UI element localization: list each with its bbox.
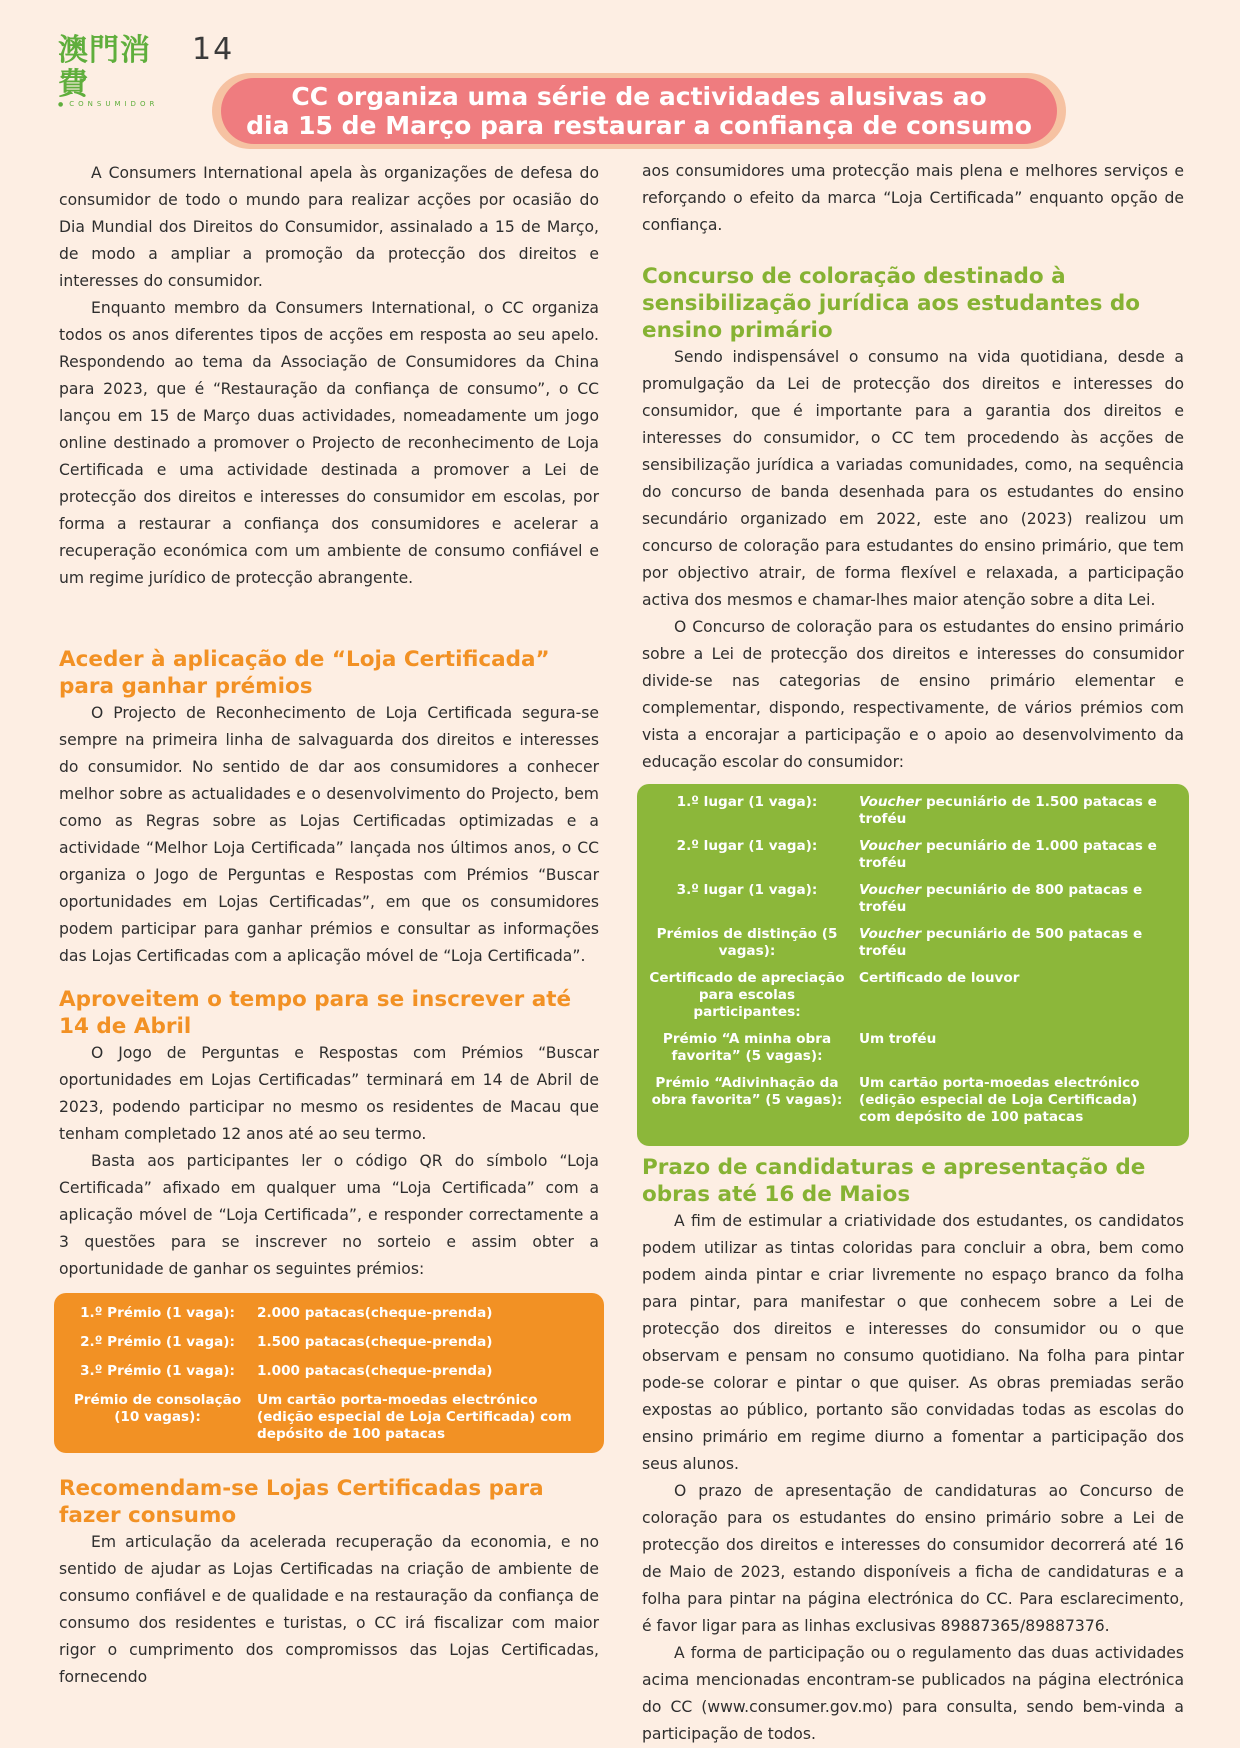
voucher-word: Voucher [859,794,922,810]
section-heading: Aproveitem o tempo para se inscrever até 14 de Abril [59,987,572,1039]
paragraph: O Jogo de Perguntas e Respostas com Prémios “Buscar oportunidades em Lojas Certificadas” terminará em 14 de Abril de 2023, podendo participar no mesmo os residentes de Macau que tenham completado 12 anos até ao seu termo. [59,1044,599,1143]
prize-label: 2.º lugar (1 vaga): [676,838,818,854]
prize-row [647,838,1173,872]
prize-row [647,882,1173,916]
prize-value: Um cartão porta-moedas electrónico (edição especial de Loja Certificada) com depósito de 100 patacas [257,1392,572,1442]
prize-label: 3.º lugar (1 vaga): [676,882,818,898]
prize-row [647,794,1173,828]
prize-label: Prémio “A minha obra favorita” (5 vagas): [662,1031,832,1064]
prize-row [70,1334,588,1351]
prize-label: 3.º Prémio (1 vaga): [80,1363,235,1379]
title-banner [212,73,1066,149]
prize-table-quiz [54,1293,604,1453]
consumidor-logo [58,34,178,108]
prize-row [647,926,1173,960]
prize-value [847,882,1173,916]
paragraph: A fim de estimular a criatividade dos estudantes, os candidatos podem utilizar as tintas coloridas para concluir a obra, bem como podem ainda pintar e criar livremente no espaço branco da folha para pintar, para manifestar o que conhecem sobre a Lei de protecção dos direitos e interesses do consumidor ou o que observam e pensam no consumo quotidiano. Na folha para pintar pode-se colorar e pintar o que quiser. As obras premiadas serão expostas ao público, portanto são convidadas todas as escolas do ensino primário em regime diurno a fomentar a participação dos seus alunos. [642,1212,1184,1473]
prize-label: 2.º Prémio (1 vaga): [80,1334,235,1350]
voucher-word: Voucher [859,838,922,854]
paragraph: O prazo de apresentação de candidaturas ao Concurso de coloração para os estudantes do ensino primário sobre a Lei de protecção dos direitos e interesses do consumidor decorrerá até 16 de Maio de 2023, estando disponíveis a ficha de candidaturas e a folha para pintar na página electrónica do CC. Para esclarecimento, é favor ligar para as linhas exclusivas 89887365/89887376. [642,1482,1184,1635]
prize-row [647,1031,1173,1065]
prize-value: Um troféu [859,1031,937,1047]
paragraph: Em articulação da acelerada recuperação da economia, e no sentido de ajudar as Lojas Certificadas na criação de ambiente de consumo confiável e de qualidade e na restauração da confiança de consumo dos residentes e turistas, o CC irá fiscalizar com maior rigor o cumprimento dos compromissos das Lojas Certificadas, fornecendo [59,1533,599,1686]
section-heading: Concurso de coloração destinado à sensibilização jurídica aos estudantes do ensino primário [642,264,1141,343]
prize-value: 2.000 patacas(cheque-prenda) [257,1305,493,1321]
prize-value [847,794,1173,828]
title-banner-inner [221,78,1057,144]
paragraph: A forma de participação ou o regulamento das duas actividades acima mencionadas encontram-se publicados na página electrónica do CC (www.consumer.gov.mo) para consulta, sendo bem-vinda a participação de todos. [642,1644,1184,1743]
prize-label: Prémio de consolação (10 vagas): [73,1392,242,1425]
page-number: 14 [192,32,235,67]
prize-value-text: pecuniário de 500 patacas e troféu [859,926,1143,959]
section-heading: Prazo de candidaturas e apresentação de obras até 16 de Maios [642,1155,1146,1207]
prize-row [70,1392,588,1443]
prize-label: Certificado de apreciação para escolas participantes: [649,970,845,1020]
prize-value-text: pecuniário de 800 patacas e troféu [859,882,1143,915]
paragraph: O Concurso de coloração para os estudantes do ensino primário sobre a Lei de protecção dos direitos e interesses do consumidor divide-se nas categorias de ensino primário elementar e complementar, dispondo, respectivamente, de vários prémios com vista a encorajar a participação e o apoio ao desenvolvimento da educação escolar do consumidor: [642,618,1184,771]
prize-value [847,926,1173,960]
voucher-word: Voucher [859,926,922,942]
logo-english-text: ● CONSUMIDOR [58,100,178,108]
prize-value: Um cartão porta-moedas electrónico (edição especial de Loja Certificada) com depósito de 100 patacas [859,1075,1140,1125]
prize-table-coloring [637,784,1189,1146]
prize-row [647,970,1173,1021]
section-heading: Aceder à aplicação de “Loja Certificada” para ganhar prémios [59,647,550,699]
voucher-word: Voucher [859,882,922,898]
paragraph: Sendo indispensável o consumo na vida quotidiana, desde a promulgação da Lei de protecção dos direitos e interesses do consumidor, que é importante para a garantia dos direitos e interesses do consumidor, o CC tem procedendo às acções de sensibilização jurídica a variadas comunidades, como, na sequência do concurso de banda desenhada para os estudantes do ensino secundário organizado em 2022, este ano (2023) realizou um concurso de coloração para estudantes do ensino primário, que tem por objectivo atrair, de forma flexível e relaxada, a participação activa dos mesmos e chamar-lhes maior atenção sobre a dita Lei. [642,348,1184,609]
prize-value: Certificado de louvor [859,970,1020,986]
section-heading: Recomendam-se Lojas Certificadas para fazer consumo [59,1476,544,1528]
right-column [642,158,1184,1748]
prize-label: 1.º Prémio (1 vaga): [80,1305,235,1321]
logo-chinese-text: 澳門消費 [58,33,151,102]
title-line-1: CC organiza uma série de actividades alusivas ao [291,82,987,111]
prize-row [70,1363,588,1380]
prize-label: Prémios de distinção (5 vagas): [656,926,838,959]
prize-row [70,1305,588,1322]
paragraph: O Projecto de Reconhecimento de Loja Certificada segura-se sempre na primeira linha de salvaguarda dos direitos e interesses do consumidor. No sentido de dar aos consumidores a conhecer melhor sobre as actualidades e o desenvolvimento do Projecto, bem como as Regras sobre as Lojas Certificadas optimizadas e a actividade “Melhor Loja Certificada” lançada nos últimos anos, o CC organiza o Jogo de Perguntas e Respostas com Prémios “Buscar oportunidades em Lojas Certificadas”, em que os consumidores podem participar para ganhar prémios e consultar as informações das Lojas Certificadas com a aplicação móvel de “Loja Certificada”. [59,704,599,965]
paragraph: aos consumidores uma protecção mais plena e melhores serviços e reforçando o efeito da marca “Loja Certificada” enquanto opção de confiança. [642,162,1184,234]
paragraph: Enquanto membro da Consumers International, o CC organiza todos os anos diferentes tipos de acções em resposta ao seu apelo. Respondendo ao tema da Associação de Consumidores da China para 2023, que é “Restauração da confiança de consumo”, o CC lançou em 15 de Março duas actividades, nomeadamente um jogo online destinado a promover o Projecto de reconhecimento de Loja Certificada e uma actividade destinada a promover a Lei de protecção dos direitos e interesses do consumidor em escolas, por forma a restaurar a confiança dos consumidores e acelerar a recuperação económica com um ambiente de consumo confiável e um regime jurídico de protecção abrangente. [59,299,599,587]
prize-value-text: pecuniário de 1.500 patacas e troféu [859,794,1157,827]
left-column [59,160,599,1691]
prize-value [847,838,1173,872]
prize-label: 1.º lugar (1 vaga): [676,794,818,810]
prize-value-text: pecuniário de 1.000 patacas e troféu [859,838,1157,871]
prize-label: Prémio “Adivinhação da obra favorita” (5 vagas): [651,1075,843,1108]
prize-row [647,1075,1173,1126]
prize-value: 1.500 patacas(cheque-prenda) [257,1334,493,1350]
paragraph: Basta aos participantes ler o código QR do símbolo “Loja Certificada” afixado em qualquer uma “Loja Certificada” com a aplicação móvel de “Loja Certificada”, e responder correctamente a 3 questões para se inscrever no sorteio e assim obter a oportunidade de ganhar os seguintes prémios: [59,1152,599,1278]
paragraph: A Consumers International apela às organizações de defesa do consumidor de todo o mundo para realizar acções por ocasião do Dia Mundial dos Direitos do Consumidor, assinalado a 15 de Março, de modo a ampliar a promoção da protecção dos direitos e interesses do consumidor. [59,164,599,290]
prize-value: 1.000 patacas(cheque-prenda) [257,1363,493,1379]
title-line-2: dia 15 de Março para restaurar a confiança de consumo [246,111,1032,140]
